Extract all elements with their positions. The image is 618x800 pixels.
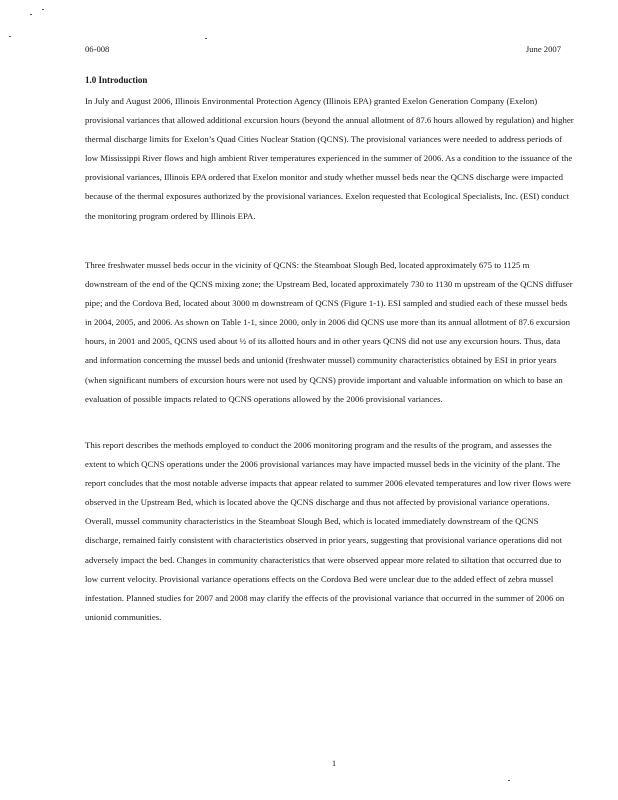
paragraph-mussel-beds: Three freshwater mussel beds occur in the vicinity of QCNS: the Steamboat Slough Bed, located approximately 675 to 1125 m downstream of the end of the QCNS mixing zone; the Upstream Bed, located approximately 730 to 1130 m upstream of the QCNS diffuser pipe; and the Cordova Bed, located about 3000 m downstream of QCNS (Figure 1-1). ESI sampled and studied each of these mussel beds in 2004, 2005, and 2006. As shown on Table 1-1, since 2000, only in 2006 did QCNS use more than its annual allotment of 87.6 excursion hours, in 2001 and 2005, QCNS used about ½ of its allotted hours and in other years QCNS did not use any excursion hours. Thus, data and information concerning the mussel beds and unionid (freshwater mussel) community characteristics obtained by ESI in prior years (when significant numbers of excursion hours were not used by QCNS) provide important and valuable information on which to base an evaluation of possible impacts related to QCNS operations allowed by the 2006 provisional variances. — [85, 260, 573, 404]
paragraph-report-summary: This report describes the methods employed to conduct the 2006 monitoring program and the results of the program, and assesses the extent to which QCNS operations under the 2006 provisional variances may have impacted mussel beds in the vicinity of the plant. The report concludes that the most notable adverse impacts that appear related to summer 2006 elevated temperatures and low river flows were observed in the Upstream Bed, which is located above the QCNS discharge and thus not affected by provisional variance operations. Overall, mussel community characteristics in the Steamboat Slough Bed, which is located immediately downstream of the QCNS discharge, remained fairly consistent with characteristics observed in prior years, suggesting that provisional variance operations did not adversely impact the bed. Changes in community characteristics that were observed appear more related to siltation that occurred due to low current velocity. Provisional variance operations effects on the Cordova Bed were unclear due to the added effect of zebra mussel infestation. Planned studies for 2007 and 2008 may clarify the effects of the provisional variance that occurred in the summer of 2006 on unionid communities. — [85, 440, 571, 622]
scan-speck — [30, 14, 32, 15]
document-date: June 2007 — [525, 44, 561, 54]
paragraph-background: In July and August 2006, Illinois Environmental Protection Agency (Illinois EPA) granted Exelon Generation Company (Exelon) provisional variances that allowed additional excursion hours (beyond the annual allotment of 87.6 hours allowed by regulation) and higher thermal discharge limits for Exelon’s Quad Cities Nuclear Station (QCNS). The provisional variances were needed to address periods of low Mississippi River flows and high ambient River temperatures experienced in the summer of 2006. As a condition to the issuance of the provisional variances, Illinois EPA ordered that Exelon monitor and study whether mussel beds near the QCNS discharge were impacted because of the thermal exposures authorized by the provisional variances. Exelon requested that Ecological Specialists, Inc. (ESI) conduct the monitoring program ordered by Illinois EPA. — [85, 96, 574, 221]
scan-speck — [508, 780, 510, 781]
document-id: 06-008 — [85, 44, 110, 54]
page-number: 1 — [331, 758, 337, 768]
scan-speck — [205, 38, 207, 39]
scan-speck — [9, 36, 11, 37]
section-heading: 1.0 Introduction — [85, 75, 148, 85]
scan-speck — [42, 9, 44, 10]
